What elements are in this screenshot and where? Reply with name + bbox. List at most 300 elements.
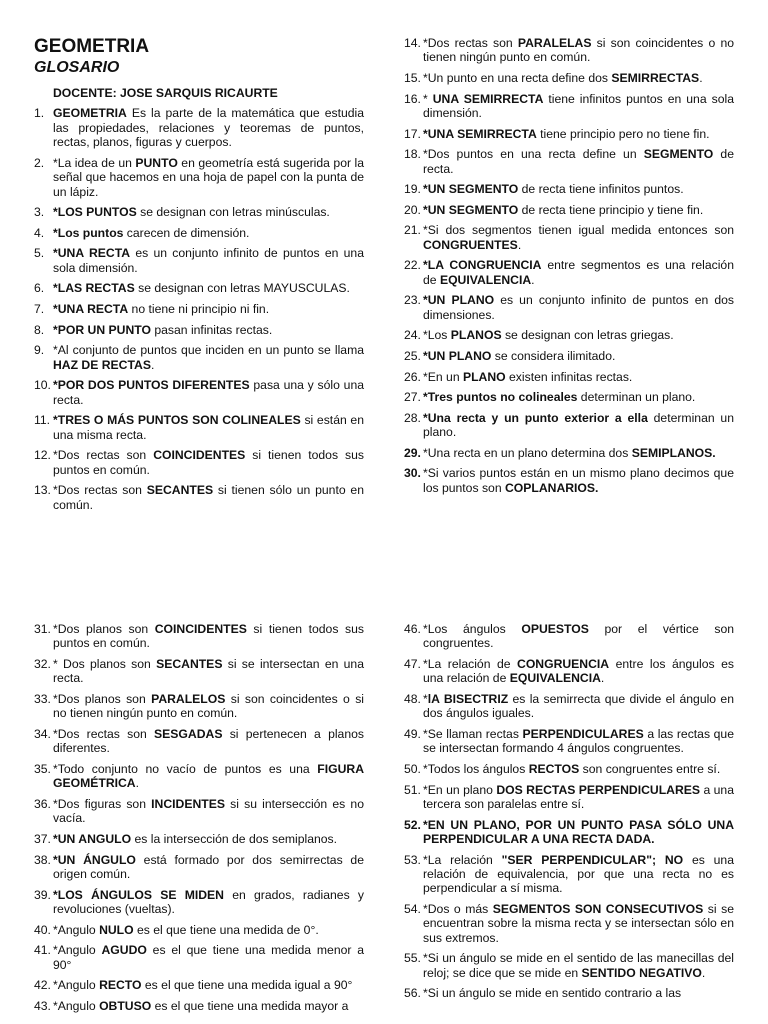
glossary-item [34, 692, 364, 721]
term-bold: *LOS PUNTOS [53, 205, 137, 220]
item-text [423, 328, 734, 342]
glossary-item [34, 657, 364, 686]
item-number: 49. [404, 727, 421, 741]
item-number: 29. [404, 445, 421, 460]
text-run: son congruentes entre sí. [579, 762, 721, 776]
column-1 [34, 36, 364, 518]
text-run: si se encuentran sobre la misma recta y se intersectan sólo en sus extremos. [423, 902, 734, 945]
term-bold: PARALELOS [151, 692, 226, 706]
text-run: es una relación de equivalencia, por que una recta no es perpendicular a sí misma. [423, 852, 734, 896]
text-run: *Si varios puntos están en un mismo plano decimos que los puntos son [423, 466, 734, 495]
glossary-item [404, 127, 734, 141]
glossary-item [34, 797, 364, 826]
term-bold: *POR DOS PUNTOS DIFERENTES [53, 378, 250, 393]
text-run: * Dos planos son [53, 657, 157, 671]
item-number: 47. [404, 657, 421, 671]
term-bold: OPUESTOS [521, 622, 589, 636]
item-text [53, 205, 364, 219]
term-bold: *UNA RECTA [53, 302, 129, 316]
item-text [53, 832, 364, 846]
item-number: 6. [34, 281, 45, 296]
glossary-item [404, 203, 734, 217]
item-number: 33. [34, 692, 51, 706]
term-bold: PUNTO [135, 155, 178, 170]
item-number: 46. [404, 622, 421, 636]
term-bold: *Tres puntos no colineales [423, 390, 578, 405]
text-run: en grados, radianes y revoluciones (vueltas). [53, 887, 364, 916]
text-run: * [423, 692, 428, 706]
item-number: 30. [404, 466, 421, 481]
item-number: 7. [34, 302, 45, 316]
text-run: *Dos o más [423, 902, 493, 916]
item-text [423, 446, 734, 460]
glossary-item [34, 888, 364, 917]
item-number: 53. [404, 852, 421, 867]
text-run: *Si dos segmentos tienen igual medida entonces son [423, 223, 734, 238]
item-text [423, 127, 734, 141]
glossary-item [34, 323, 364, 337]
glossary-item [404, 986, 734, 1000]
item-number: 48. [404, 692, 421, 706]
text-run: pasan infinitas rectas. [150, 322, 273, 337]
glossary-item [34, 205, 364, 219]
item-number: 28. [404, 410, 421, 425]
item-number: 41. [34, 943, 51, 958]
text-run: es la intersección de dos semiplanos. [131, 832, 338, 846]
item-number: 3. [34, 205, 45, 220]
glossary-item [34, 378, 364, 407]
text-run: si se intersectan en una recta. [53, 657, 364, 686]
term-bold: HAZ DE RECTAS [53, 357, 151, 372]
text-run: *La relación de [423, 657, 518, 671]
text-run: pasa una y sólo una recta. [53, 378, 364, 407]
item-text [53, 797, 364, 826]
term-bold: SECANTES [156, 657, 223, 671]
text-run: *En un [423, 369, 463, 384]
item-text [53, 692, 364, 721]
term-bold: COINCIDENTES [153, 448, 246, 463]
glossary-item [404, 147, 734, 176]
text-run: se considera ilimitado. [491, 348, 616, 363]
term-bold: SECANTES [146, 483, 214, 498]
text-run: *Un punto en una recta define dos [423, 71, 612, 85]
item-number: 17. [404, 126, 421, 141]
glossary-item [404, 762, 734, 776]
term-bold: DOS RECTAS PERPENDICULARES [496, 782, 701, 797]
item-text [423, 349, 734, 363]
item-text [423, 727, 734, 756]
text-run: entre los ángulos es una relación de [423, 657, 734, 686]
term-bold: RECTO [99, 978, 142, 993]
glossary-item [34, 156, 364, 199]
text-run: *En un plano [423, 782, 497, 797]
item-number: 31. [34, 622, 51, 636]
text-run: . [531, 272, 535, 287]
text-run: a las rectas que se intersectan formando 4 ángulos congruentes. [423, 727, 734, 756]
text-run: es la semirrecta que divide el ángulo en dos ángulos iguales. [423, 692, 734, 721]
glossary-item [404, 390, 734, 404]
item-text [423, 71, 734, 85]
text-run: *Dos rectas son [53, 727, 155, 741]
text-run: *La relación [423, 852, 502, 867]
term-bold: *UN ANGULO [53, 832, 132, 846]
term-bold: FIGURA GEOMÉTRICA [53, 762, 364, 791]
glossary-item [404, 258, 734, 287]
item-text [423, 622, 734, 651]
text-run: de recta tiene infinitos puntos. [518, 182, 684, 197]
glossary-list-2 [404, 36, 734, 495]
text-run: *Angulo [53, 943, 102, 958]
item-text [423, 692, 734, 721]
text-run: *Dos puntos en una recta define un [423, 147, 644, 162]
item-text [53, 923, 364, 937]
term-bold: *TRES O MÁS PUNTOS SON COLINEALES [53, 413, 301, 428]
glossary-item [404, 727, 734, 756]
term-bold: RECTOS [528, 762, 580, 776]
term-bold: PLANO [462, 369, 506, 384]
text-run: si tienen todos sus puntos en común. [53, 622, 364, 651]
text-run: *Dos planos son [53, 622, 155, 636]
item-number: 55. [404, 951, 421, 966]
item-text [53, 888, 364, 917]
item-text [423, 147, 734, 176]
item-number: 20. [404, 202, 421, 217]
text-run: está formado por dos semirrectas de origen común. [53, 852, 364, 881]
text-run: si pertenecen a planos diferentes. [53, 727, 364, 756]
text-run: . [699, 71, 703, 85]
column-4 [404, 622, 734, 1007]
term-bold: *LA CONGRUENCIA [423, 258, 542, 273]
glossary-item [404, 370, 734, 384]
term-bold: COPLANARIOS. [504, 480, 599, 495]
item-number: 16. [404, 91, 421, 106]
text-run: se designan con letras MAYUSCULAS. [134, 281, 350, 296]
term-bold: lA BISECTRIZ [427, 692, 509, 706]
text-run: * [423, 91, 433, 106]
item-text [53, 483, 364, 512]
item-text [53, 302, 364, 316]
text-run: *Si un ángulo se mide en sentido contrario a las [423, 986, 682, 1001]
term-bold: AGUDO [101, 943, 147, 958]
glossary-item [404, 411, 734, 440]
glossary-item [34, 727, 364, 756]
item-number: 36. [34, 797, 51, 811]
glossary-list-3 [34, 622, 364, 1013]
term-bold: *Los puntos [53, 225, 124, 240]
term-bold: CONGRUENCIA [517, 657, 610, 671]
item-number: 42. [34, 978, 51, 993]
item-text [423, 390, 734, 404]
column-3 [34, 622, 364, 1019]
text-run: se designan con letras griegas. [501, 328, 674, 343]
text-run: . [701, 965, 706, 980]
item-text [53, 413, 364, 442]
text-run: carecen de dimensión. [123, 225, 250, 240]
item-text [53, 999, 364, 1013]
glossary-item [34, 448, 364, 477]
text-run: no tiene ni principio ni fin. [128, 302, 270, 316]
term-bold: SEMIRRECTAS [611, 71, 700, 85]
text-run: entre segmentos es una relación de [423, 258, 734, 287]
item-number: 5. [34, 246, 45, 261]
item-text [53, 978, 364, 992]
glossary-item [34, 302, 364, 316]
item-number: 40. [34, 922, 51, 937]
text-run: en geometría está sugerida por la señal que hacemos en una hoja de papel con la punta de un lápiz. [53, 155, 364, 199]
item-number: 18. [404, 147, 421, 162]
item-number: 10. [34, 378, 51, 393]
item-number: 9. [34, 343, 45, 358]
term-bold: COINCIDENTES [154, 622, 247, 636]
text-run: es el que tiene una medida de 0°. [133, 922, 319, 937]
term-bold: *UN SEGMENTO [423, 182, 519, 197]
glossary-item [404, 71, 734, 85]
term-bold: PLANOS [450, 328, 502, 343]
item-number: 11. [34, 413, 51, 428]
glossary-list-4 [404, 622, 734, 1001]
term-bold: EQUIVALENCIA [509, 671, 601, 686]
item-text [423, 783, 734, 812]
item-number: 51. [404, 782, 421, 797]
item-text [423, 223, 734, 252]
term-bold: SESGADAS [154, 727, 223, 741]
term-bold: PARALELAS [517, 36, 592, 50]
text-run: existen infinitas rectas. [505, 369, 633, 384]
term-bold: OBTUSO [99, 998, 152, 1013]
glossary-item [34, 226, 364, 240]
glossary-item [34, 923, 364, 937]
page-title: GEOMETRIA [34, 36, 150, 57]
column-2 [404, 36, 734, 501]
item-text [53, 343, 364, 372]
glossary-item [34, 246, 364, 275]
glossary-item [404, 902, 734, 945]
term-bold: *POR UN PUNTO [53, 322, 151, 337]
item-number: 19. [404, 182, 421, 197]
item-text [423, 293, 734, 322]
item-text [53, 378, 364, 407]
text-run: por el vértice son congruentes. [423, 622, 734, 651]
item-number: 34. [34, 727, 51, 741]
term-bold: *UN PLANO [423, 293, 495, 308]
item-number: 32. [34, 657, 51, 671]
text-run: . [600, 671, 605, 686]
term-bold: UNA SEMIRRECTA [432, 91, 544, 106]
text-run: *Dos rectas son [53, 483, 147, 498]
glossary-item [34, 832, 364, 846]
item-number: 15. [404, 71, 421, 85]
glossary-item [34, 106, 364, 149]
term-bold: *UN PLANO [423, 348, 492, 363]
glossary-item [34, 978, 364, 992]
item-number: 23. [404, 293, 421, 308]
item-number: 27. [404, 390, 421, 405]
item-text [53, 657, 364, 686]
glossary-item [34, 762, 364, 791]
item-text [423, 853, 734, 896]
text-run: *Al conjunto de puntos que inciden en un punto se llama [53, 343, 364, 358]
glossary-item [404, 951, 734, 980]
term-bold: INCIDENTES [151, 797, 225, 811]
term-bold: SEGMENTO [643, 147, 714, 162]
text-run: *Se llaman rectas [423, 727, 523, 741]
text-run: es el que tiene una medida menor a 90° [53, 943, 365, 972]
item-number: 2. [34, 155, 45, 170]
text-run: determinan un plano. [577, 390, 696, 405]
text-run: *Dos rectas son [423, 36, 518, 50]
item-text [53, 246, 364, 275]
text-run: . [517, 237, 522, 252]
text-run: si su intersección es no vacía. [53, 797, 364, 826]
item-text [53, 762, 364, 791]
item-number: 21. [404, 223, 421, 238]
item-text [423, 762, 734, 776]
text-run: de recta tiene principio y tiene fin. [518, 202, 704, 217]
term-bold: *UN ÁNGULO [53, 852, 136, 867]
text-run: *Si un ángulo se mide en el sentido de las manecillas del reloj; se dice que se mide en [423, 951, 734, 980]
teacher-line: DOCENTE: JOSE SARQUIS RICAURTE [53, 86, 278, 100]
text-run: . [150, 357, 155, 372]
item-number: 54. [404, 902, 421, 916]
text-run: *Todo conjunto no vacío de puntos es una [53, 762, 318, 776]
glossary-item [34, 413, 364, 442]
item-text [53, 226, 364, 240]
item-text [423, 92, 734, 121]
text-run: tiene infinitos puntos en una sola dimensión. [423, 91, 734, 120]
item-text [423, 818, 734, 847]
text-run: si tienen todos sus puntos en común. [53, 448, 364, 477]
glossary-item [34, 943, 364, 972]
term-bold: SEGMENTOS SON CONSECUTIVOS [492, 902, 704, 916]
glossary-item [404, 622, 734, 651]
item-text [423, 466, 734, 495]
text-run: *Dos planos son [53, 692, 152, 706]
item-text [53, 943, 364, 972]
term-bold: PERPENDICULARES [522, 727, 644, 741]
item-text [53, 853, 364, 882]
item-number: 22. [404, 258, 421, 273]
item-number: 13. [34, 483, 51, 498]
text-run: de recta. [423, 147, 734, 176]
term-bold: CONGRUENTES [423, 237, 518, 252]
item-text [423, 182, 734, 196]
text-run: si tienen sólo un punto en común. [53, 483, 364, 512]
glossary-item [404, 36, 734, 65]
text-run: *Los ángulos [423, 622, 522, 636]
item-number: 25. [404, 348, 421, 363]
text-run: es un conjunto infinito de puntos en una sola dimensión. [53, 246, 364, 275]
item-text [423, 657, 734, 686]
glossary-item [34, 483, 364, 512]
term-bold: EQUIVALENCIA [439, 272, 532, 287]
text-run: se designan con letras minúsculas. [136, 205, 330, 220]
item-text [423, 986, 734, 1000]
text-run: *Una recta en un plano determina dos [423, 445, 632, 460]
item-number: 8. [34, 322, 45, 337]
item-text [423, 370, 734, 384]
item-number: 38. [34, 852, 51, 867]
item-text [423, 411, 734, 440]
item-number: 14. [404, 36, 421, 50]
glossary-item [34, 853, 364, 882]
term-bold: *Una recta y un punto exterior a ella [423, 410, 648, 425]
glossary-item [34, 343, 364, 372]
term-bold: *LOS ÁNGULOS SE MIDEN [53, 887, 224, 902]
term-bold: *UNA SEMIRRECTA [423, 126, 537, 141]
page-subtitle: GLOSARIO [34, 59, 120, 76]
item-number: 50. [404, 762, 421, 776]
text-run: si están en una misma recta. [53, 413, 364, 442]
glossary-item [34, 999, 364, 1013]
text-run: si son coincidentes o no tienen ningún punto en común. [423, 36, 735, 65]
item-number: 26. [404, 369, 421, 384]
term-bold: GEOMETRIA [53, 106, 127, 121]
text-run: determinan un plano. [423, 410, 734, 440]
glossary-item [404, 328, 734, 342]
item-text [53, 448, 364, 477]
text-run: tiene principio pero no tiene fin. [536, 126, 710, 141]
text-run: *Dos rectas son [53, 448, 154, 463]
item-text [423, 36, 734, 65]
glossary-item [404, 92, 734, 121]
item-number: 1. [34, 106, 45, 121]
item-text [53, 106, 364, 149]
glossary-item [404, 446, 734, 460]
item-text [53, 727, 364, 756]
text-run: *Los [423, 328, 451, 343]
item-number: 39. [34, 887, 51, 902]
text-run: . [135, 776, 139, 791]
item-text [53, 156, 364, 199]
item-number: 43. [34, 998, 51, 1013]
term-bold: *UNA RECTA [53, 246, 131, 261]
item-number: 24. [404, 328, 421, 343]
glossary-item [404, 657, 734, 686]
item-number: 37. [34, 832, 51, 846]
term-bold: "SER PERPENDICULAR"; NO [501, 852, 684, 867]
item-text [53, 323, 364, 337]
item-text [423, 258, 734, 287]
term-bold: SENTIDO NEGATIVO [581, 965, 702, 980]
glossary-item [34, 622, 364, 651]
term-bold: *LAS RECTAS [53, 281, 135, 296]
text-run: *Todos los ángulos [423, 762, 529, 776]
item-text [423, 902, 734, 945]
term-bold: *UN SEGMENTO [423, 202, 519, 217]
term-bold: NULO [99, 922, 134, 937]
text-run: si son coincidentes o si no tienen ningún punto en común. [53, 692, 364, 721]
glossary-item [404, 349, 734, 363]
item-number: 56. [404, 986, 421, 1001]
glossary-item [404, 818, 734, 847]
term-bold: SEMIPLANOS. [631, 445, 716, 460]
glossary-item [404, 783, 734, 812]
glossary-list-1 [34, 106, 364, 512]
glossary-item [404, 692, 734, 721]
glossary-item [404, 182, 734, 196]
text-run: a una tercera son paralelas entre sí. [423, 782, 734, 811]
glossary-item [34, 281, 364, 295]
term-bold: *EN UN PLANO, POR UN PUNTO PASA SÓLO UNA PERPENDICULAR A UNA RECTA DADA. [423, 817, 734, 846]
text-run: *Dos figuras son [53, 797, 152, 811]
text-run: es el que tiene una medida mayor a [151, 998, 349, 1013]
text-run: *Angulo [53, 998, 100, 1013]
text-run: *Angulo [53, 922, 100, 937]
item-text [53, 622, 364, 651]
glossary-item [404, 853, 734, 896]
glossary-item [404, 223, 734, 252]
item-text [53, 281, 364, 295]
